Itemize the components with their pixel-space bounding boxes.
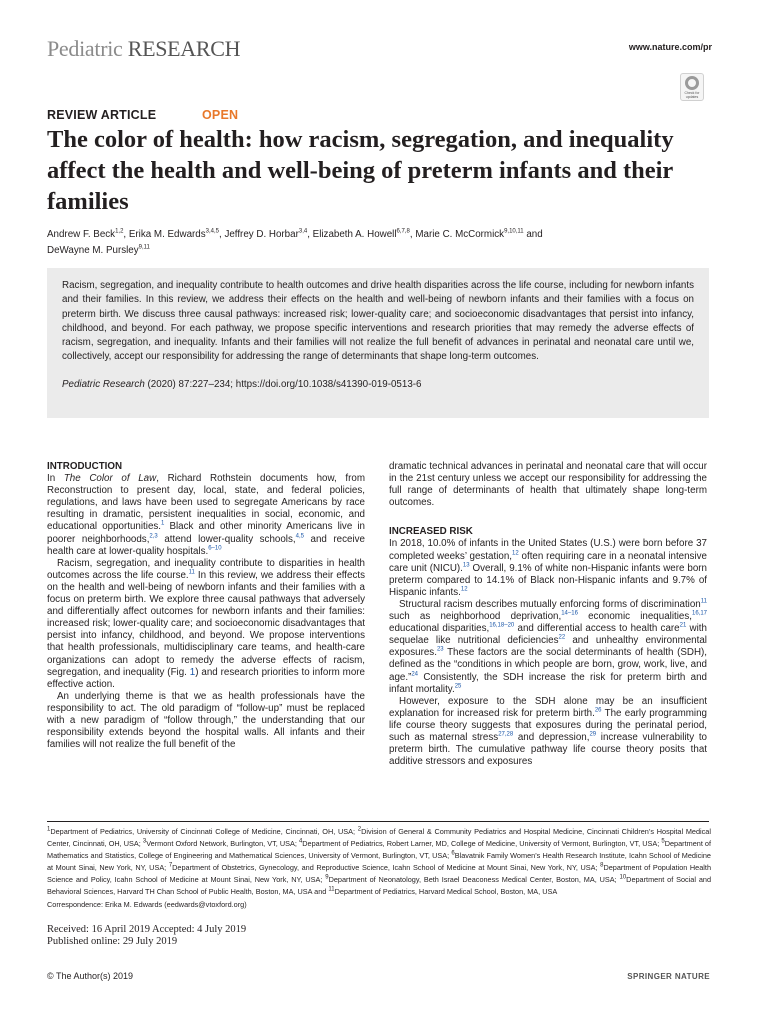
journal-name-part1: Pediatric xyxy=(47,36,123,61)
body-paragraph: Structural racism describes mutually enforcing forms of discrimination$^{11}$ such as neighborhood deprivation,$^{14-16}$ economic inequalities,$^{16,17}$ educational disparities,$^{16,18-20}$ and differential access to health care$^{21}$ with sequelae like nutritional deficiencies$^{22}$ and unhealthy environmental exposures.$^{23}$ These factors are the social determinants of health (SDH), defined as the “conditions in which people are born, grow, work, live, and age.”$^{24}$ Consistently, the SDH increase the risk for preterm birth and infant mortality.$^{25}$ xyxy=(389,598,707,695)
author-affiliation-marker: 9,11 xyxy=(138,244,150,251)
author-affiliation-marker: 9,10,11 xyxy=(504,228,524,235)
publisher-logo: SPRINGER NATURE xyxy=(627,972,710,981)
affiliations-text: $^1$Department of Pediatrics, University of Cincinnati College of Medicine, Cincinnati, OH, USA; $^2$Division of General & Community Pediatrics and Hospital Medicine, Cincinnati Children’s Hospital Medical Center, Cincinnati, OH, USA; $^3$Vermont Oxford Network, Burlington, VT, USA; $^4$Department of Pediatrics, Robert Larner, MD, College of Medicine, University of Vermont, Burlington, VT, USA; $^5$Department of Mathematics and Statistics, College of Engineering and Mathematical Sciences, University of Vermont, Burlington, VT, USA; $^6$Blavatnik Family Women’s Health Research Institute, Icahn School of Medicine at Mount Sinai, New York, NY, USA; $^7$Department of Obstetrics, Gynecology, and Reproductive Science, Icahn School of Medicine at Mount Sinai, New York, NY, USA; $^8$Department of Population Health Science and Policy, Icahn School of Medicine at Mount Sinai, New York, NY, USA; $^9$Department of Neonatology, Beth Israel Deaconess Medical Center, Boston, MA, USA; $^{10}$Department of Social and Behavioral Sciences, Harvard TH Chan School of Public Health, Boston, MA, USA and $^{11}$Department of Pediatrics, Harvard Medical School, Boston, MA, USA xyxy=(47,826,712,897)
citation-journal: Pediatric Research xyxy=(62,378,145,390)
author-name[interactable]: Andrew F. Beck xyxy=(47,229,116,240)
figure-1-link[interactable]: 1 xyxy=(189,666,196,678)
article-type-label: REVIEW ARTICLE xyxy=(47,108,157,122)
author-affiliation-marker: 6,7,8 xyxy=(396,228,410,235)
author-name[interactable]: Elizabeth A. Howell xyxy=(312,229,397,240)
open-access-badge: OPEN xyxy=(202,108,239,122)
citation-details[interactable]: (2020) 87:227–234; https://doi.org/10.1038/s41390-019-0513-6 xyxy=(144,378,422,390)
author-name[interactable]: Marie C. McCormick xyxy=(415,229,505,240)
article-dates xyxy=(47,924,246,949)
author-affiliation-marker: 3,4,5 xyxy=(205,228,219,235)
body-paragraph: An underlying theme is that we as health professionals have the responsibility to act. The old paradigm of “follow-up” must be replaced with a new paradigm of “follow through,” the understanding that our responsibility extends beyond the hospital walls. All infants and their families will not realize the full benefit of the xyxy=(47,690,365,751)
section-heading-introduction: INTRODUCTION xyxy=(47,461,123,472)
author-name[interactable]: Jeffrey D. Horbar xyxy=(224,229,299,240)
article-title: The color of health: how racism, segregation, and inequality affect the health and well-being of preterm infants and their families xyxy=(47,126,674,215)
affiliations-block xyxy=(47,826,711,911)
abstract-text: Racism, segregation, and inequality contribute to health outcomes and drive health disparities across the life course, including for newborn infants and their families. In this review, we address their effects on the health and well-being of newborn infants and their families with a focus on preterm birth. We discuss three causal pathways: increased risk; lower-quality care; and socioeconomic disadvantages that persist into infancy, childhood, and beyond. For each pathway, we propose specific interventions and research priorities that may remedy the adverse effects of racism, segregation, and inequality. Infants and their families will not realize the full benefit of advances in perinatal and neonatal care until we, collectively, accept our responsibility for addressing the range of determinants that shape long-term outcomes. xyxy=(62,280,694,363)
body-paragraph: In 2018, 10.0% of infants in the United States (U.S.) were born before 37 completed weeks’ gestation,$^{12}$ often requiring care in a neonatal intensive care unit (NICU).$^{13}$ Overall, 9.1% of white non-Hispanic infants were born preterm compared to 14.1% of Black non-Hispanic infants and 9.7% of Hispanic infants.$^{12}$ xyxy=(389,538,707,598)
author-affiliation-marker: 3,4 xyxy=(298,228,308,235)
citation-line xyxy=(62,379,694,390)
crossmark-icon xyxy=(685,76,699,90)
journal-name-part2: RESEARCH xyxy=(127,36,241,61)
body-paragraph: However, exposure to the SDH alone may be an insufficient explanation for increased risk for preterm birth.$^{26}$ The early programming life course theory suggests that exposures during the perinatal period, such as maternal stress$^{27,28}$ and depression,$^{29}$ increase vulnerability to preterm birth. The cumulative pathway life course theory posits that additive stressors and exposures xyxy=(389,695,707,768)
footnote-divider xyxy=(47,821,709,822)
author-name[interactable]: DeWayne M. Pursley xyxy=(47,245,139,256)
journal-url-link[interactable]: www.nature.com/pr xyxy=(628,42,712,52)
author-list: Andrew F. Beck$^{1,2}$, Erika M. Edwards$^{3,4,5}$, Jeffrey D. Horbar$^{3,4}$, Elizabeth A. Howell$^{6,7,8}$, Marie C. McCormick$^{9,10,11}$ and DeWayne M. Pursley$^{9,11}$ xyxy=(47,228,543,256)
check-for-updates-label: Check for updates xyxy=(684,91,700,99)
body-paragraph: Racism, segregation, and inequality contribute to disparities in health outcomes across the life course.$^{11}$ In this review, we address their effects on the health and well-being of newborn infants and their families with a focus on preterm birth. We explore three causal pathways that adversely and differentially affect outcomes for newborn infants and their families: increased risk; lower-quality care; and socioeconomic disadvantages that persist into infancy, childhood, and beyond. We propose interventions that health professionals, multidisciplinary care teams, and health-care organizations can adopt to remedy the adverse effects of racism, segregation, and inequality (Fig. 1) and research priorities to inform more effective action. xyxy=(47,557,365,690)
published-date: Published online: 29 July 2019 xyxy=(47,936,178,948)
check-for-updates-button[interactable] xyxy=(680,73,704,101)
author-name[interactable]: Erika M. Edwards xyxy=(128,229,206,240)
body-paragraph: dramatic technical advances in perinatal and neonatal care that will occur in the 21st century unless we accept our responsibility for addressing the full range of determinants of health that ultimately shape long-term outcomes. xyxy=(389,461,707,509)
correspondence-line[interactable]: Correspondence: Erika M. Edwards (eedwards@vtoxford.org) xyxy=(47,899,247,909)
author-affiliation-marker: 1,2 xyxy=(115,228,124,235)
body-paragraph: In The Color of Law, Richard Rothstein documents how, from Reconstruction to present day, local, state, and federal policies, regulations, and laws have been used to segregate Americans by race resulting in dramatic, persistent inequalities in social, economic, and educational opportunities.$^1$ Black and other minority Americans live in poorer neighborhoods,$^{2,3}$ attend lower-quality schools,$^{4,5}$ and receive health care at lower-quality hospitals.$^{6-10}$ xyxy=(47,473,365,557)
received-accepted-date: Received: 16 April 2019 Accepted: 4 July 2019 xyxy=(47,924,247,935)
copyright-notice: © The Author(s) 2019 xyxy=(47,971,134,981)
body-column-right xyxy=(389,461,707,768)
body-column-left xyxy=(47,461,365,751)
journal-masthead[interactable] xyxy=(47,36,240,62)
section-heading-increased-risk: INCREASED RISK xyxy=(389,526,473,538)
abstract-panel xyxy=(47,268,709,418)
